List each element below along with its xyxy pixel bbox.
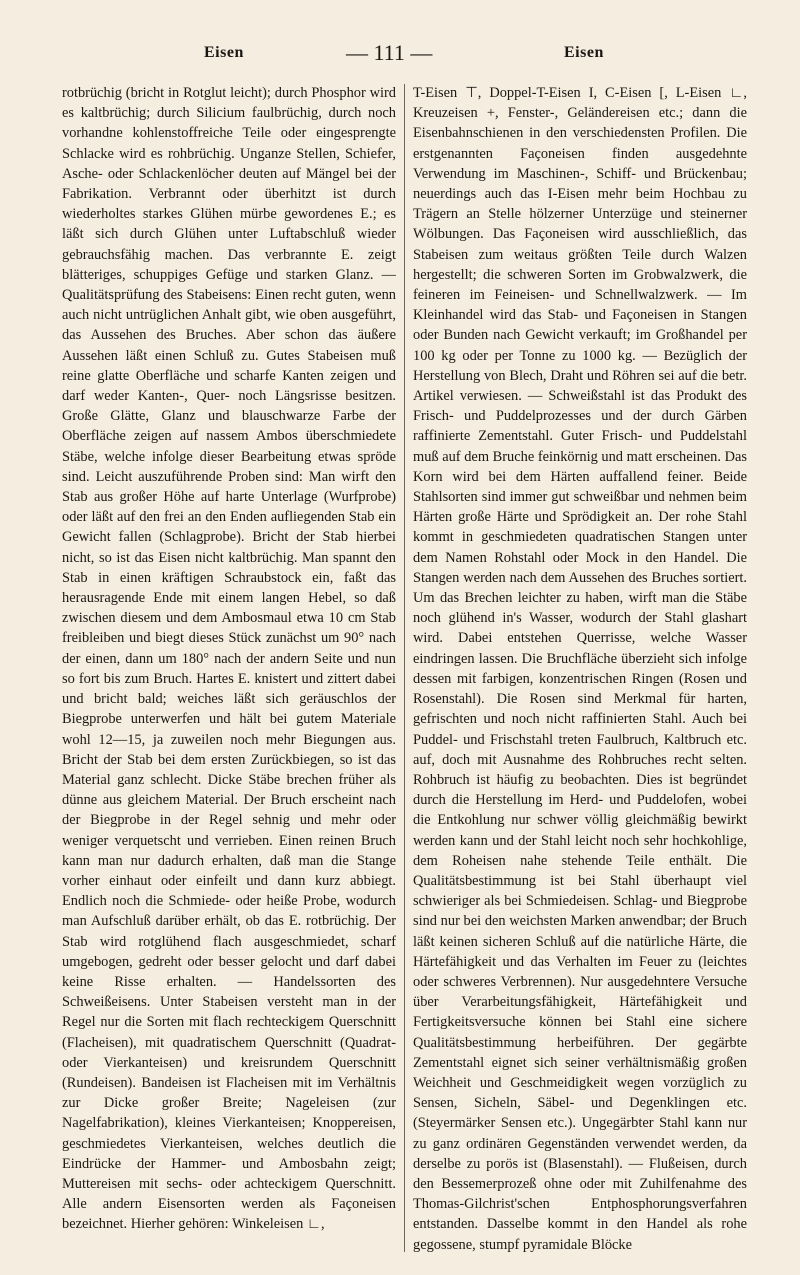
text-column-left [62,83,396,1258]
text-column-right [413,83,747,1258]
column-divider [404,84,405,1252]
header-keyword-left: Eisen [204,44,244,61]
right-column-text: T-Eisen ⊤, Doppel-T-Eisen I, C-Eisen [, L-Eisen ∟, Kreuzeisen +, Fenster-, Geländereisen etc.; dann die Eisenbahnschienen in den verschiedensten Profilen. Die erstgenannten Façoneisen finden ausgedehnte Verwendung im Maschinen-, Schiff- und Brückenbau; neuerdings auch das I-Eisen mehr beim Hochbau zu Trägern an Stelle hölzerner Unterzüge und steinerner Wölbungen. Das Façoneisen wird ausschließlich, das Stabeisen zum weitaus größten Teile durch Walzen hergestellt; die schweren Sorten im Grobwalzwerk, die feineren im Feineisen- und Schnellwalzwerk. — Im Kleinhandel wird das Stab- und Façoneisen in Stangen oder Bunden nach Gewicht verkauft; im Großhandel per 100 kg oder per Tonne zu 1000 kg. — Bezüglich der Herstellung von Blech, Draht und Röhren sei auf die betr. Artikel verwiesen. — Schweißstahl ist das Produkt des Frisch- und Puddelprozesses und der durch Gärben raffinierte Zementstahl. Guter Frisch- und Puddelstahl muß auf dem Bruche feinkörnig und matt erscheinen. Das Korn wird bei dem Härten auffallend feiner. Beide Stahlsorten sind immer gut schweißbar und nehmen beim Härten große Härte und Sprödigkeit an. Der rohe Stahl kommt in geschmiedeten quadratischen Stangen unter dem Namen Rohstahl oder Mock in den Handel. Die Stangen werden nach dem Aussehen des Bruches sortiert. Um das Brechen leichter zu haben, wirft man die Stäbe noch glühend in's Wasser, wodurch der Stahl glashart wird. Dabei entstehen Querrisse, welche Wasser eindringen lassen. Die Bruchfläche überzieht sich infolge dessen mit farbigen, konzentrischen Ringen (Rosen und Rosenstahl). Die Rosen sind Merkmal für harten, gefrischten und noch nicht raffinierten Stahl. Auch bei Puddel- und Frischstahl treten Faulbruch, Kaltbruch etc. auf, doch mit Ausnahme des Rohbruches recht selten. Rohbruch ist häufig zu beobachten. Dies ist begründet durch die Herstellung im Herd- und Puddelofen, wobei die Entkohlung nur schwer völlig gleichmäßig bewirkt werden kann und der Stahl leicht noch sehr hochkohlige, dem Roheisen nahe stehende Teile enthält. Die Qualitätsbestimmung ist bei Stahl überhaupt viel schwieriger als bei Schmiedeisen. Schlag- und Biegprobe sind nur bei den weichsten Marken anwendbar; der Bruch läßt keinen sicheren Schluß auf die natürliche Härte, die Härtefähigkeit und das Verhalten im Feuer zu (leichtes oder schweres Verbrennen). Nur ausgedehntere Versuche über Verarbeitungsfähigkeit, Härtefähigkeit und Fertigkeitsversuche können bei Stahl eine sichere Qualitätsbestimmung herbeiführen. Der gegärbte Zementstahl eignet sich seiner verhältnismäßig großen Weichheit und Geschmeidigkeit wegen vorzüglich zu Sensen, Sicheln, Säbel- und Degenklingen etc. (Steyermärker Sensen etc.). Ungegärbter Stahl kann nur zu ganz ordinären Gegenständen verwendet werden, da derselbe zu porös ist (Blasenstahl). — Flußeisen, durch den Bessemerprozeß ohne oder mit Zuhilfenahme des Thomas-Gilchrist'schen Entphosphorungsverfahren entstanden. Dasselbe kommt in den Handel als rohe gegossene, stumpf pyramidale Blöcke [413,85,747,1253]
left-column-text: rotbrüchig (bricht in Rotglut leicht); durch Phosphor wird es kaltbrüchig; durch Silicium faulbrüchig, durch noch vorhandne kohlenstoffreiche Teile oder eingesprengte Schlacke wird es rohbrüchig. Unganze Stellen, Schiefer, Asche- oder Schlackenlöcher deuten auf Mängel bei der Fabrikation. Verbrannt oder überhitzt ist durch wiederholtes starkes Glühen mürbe gewordenes E.; es läßt sich durch Glühen unter Luftabschluß wieder gebrauchsfähig machen. Das verbrannte E. zeigt blätteriges, schuppiges Gefüge und starken Glanz. — Qualitätsprüfung des Stabeisens: Einen recht guten, wenn auch nicht untrüglichen Anhalt gibt, wie oben ausgeführt, das Aussehen des Bruches. Aber schon das äußere Aussehen läßt einen Schluß zu. Gutes Stabeisen muß reine glatte Oberfläche und scharfe Kanten zeigen und darf weder Kanten-, Quer- noch Längsrisse besitzen. Große Glätte, Glanz und blauschwarze Farbe der Oberfläche zeigen auf nassem Ambos überschmiedete Stäbe, welche infolge dieser Bearbeitung etwas spröde sind. Leicht auszuführende Proben sind: Man wirft den Stab aus großer Höhe auf harte Unterlage (Wurfprobe) oder läßt auf den frei an den Enden aufliegenden Stab ein Gewicht fallen (Schlagprobe). Bricht der Stab hierbei nicht, so ist das Eisen nicht kaltbrüchig. Man spannt den Stab in einen kräftigen Schraubstock ein, faßt das herausragende Ende mit einem langen Hebel, so daß zwischen diesem und dem Ambosmaul etwa 10 cm Stab freibleiben und biegt dieses Stück zunächst um 90° nach der einen, dann um 180° nach der andern Seite und nun so fort bis zum Bruch. Hartes E. knistert und zittert dabei und bricht bald; weiches läßt sich geräuschlos der Biegprobe unterwerfen und hält bei gutem Materiale wohl 12—15, ja zuweilen noch mehr Biegungen aus. Bricht der Stab bei dem ersten Zurückbiegen, so ist das Material ganz schlecht. Dicke Stäbe brechen früher als dünne aus gleichem Material. Der Bruch erscheint nach der Biegprobe in der Regel sehnig und mehr oder weniger verquetscht und verrieben. Einen reinen Bruch kann man nur dadurch erhalten, daß man die Stange vorher einhaut oder einfeilt und dann kurz abbiegt. Endlich noch die Schmiede- oder heiße Probe, wodurch man Aufschluß darüber erhält, ob das E. rotbrüchig. Der Stab wird rotglühend flach ausgeschmiedet, scharf umgebogen, gedreht oder besser gelocht und darf dabei keine Risse erhalten. — Handelssorten des Schweißeisens. Unter Stabeisen versteht man in der Regel nur die Sorten mit flach rechteckigem Querschnitt (Flacheisen), mit quadratischem Querschnitt (Quadrat- oder Vierkanteisen) und kreisrundem Querschnitt (Rundeisen). Bandeisen ist Flacheisen mit im Verhältnis zur Dicke großer Breite; Nageleisen (zur Nagelfabrikation), kleines Vierkanteisen; Knoppereisen, geschmiedetes Vierkanteisen, welches deutlich die Eindrücke der Hammer- und Ambosbahn zeigt; Muttereisen mit sechs- oder achteckigem Querschnitt. Alle andern Eisensorten werden als Façoneisen bezeichnet. Hierher gehören: Winkeleisen ∟, [62,85,396,1233]
header-keyword-right: Eisen [564,44,604,61]
running-header [60,40,752,70]
page-number: — 111 — [346,40,433,65]
